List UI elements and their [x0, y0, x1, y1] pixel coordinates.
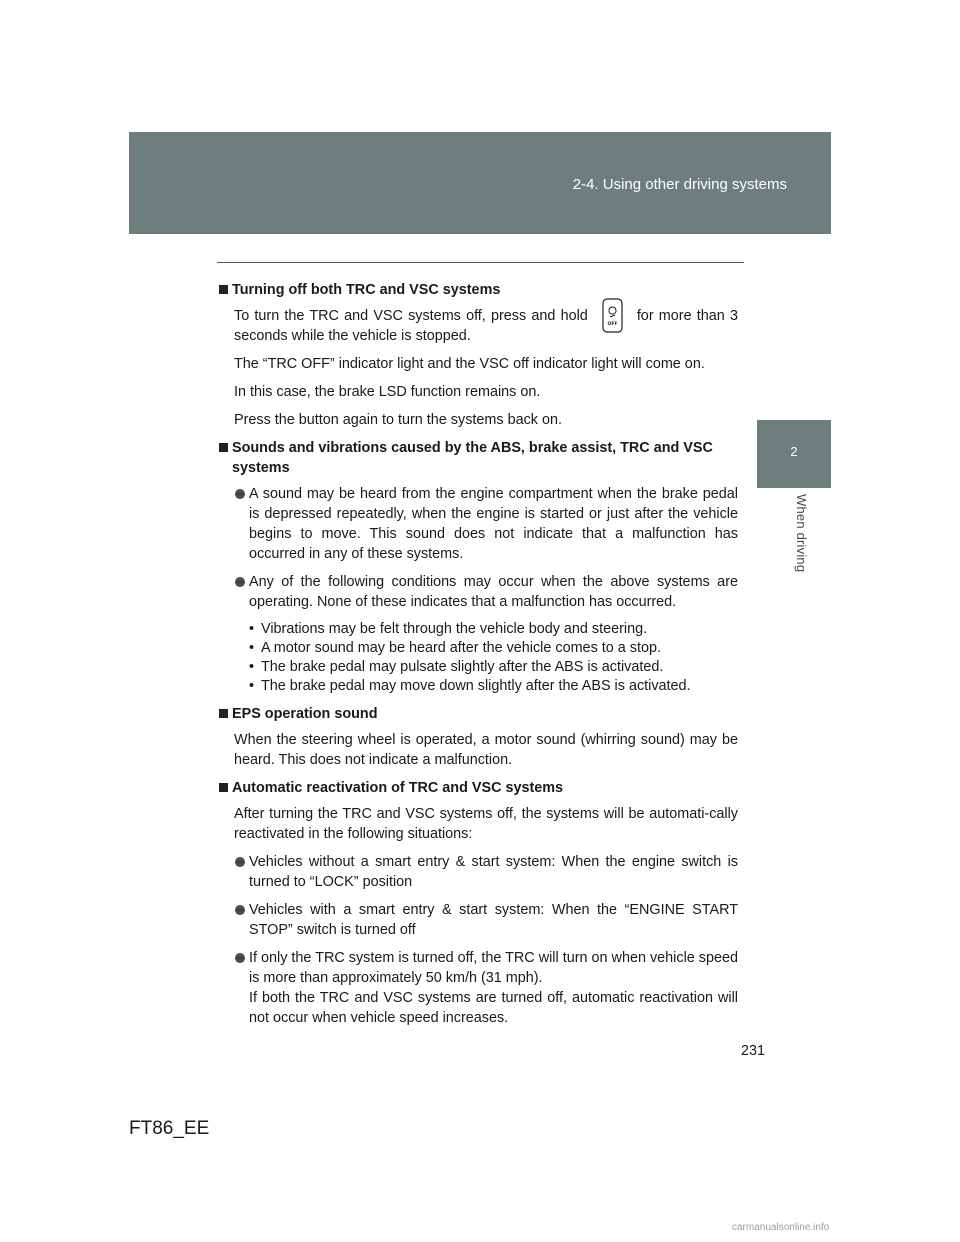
- heading-eps-sound: EPS operation sound: [218, 704, 738, 724]
- page-number: 231: [741, 1043, 766, 1059]
- list-item: • The brake pedal may pulsate slightly after the ABS is activated.: [249, 658, 738, 677]
- trc-only-text: If only the TRC system is turned off, the TRC will turn on when vehicle speed is more than approximately 50 km/h (31 mph).: [249, 950, 738, 986]
- list-item: • Vibrations may be felt through the vehicle body and steering.: [249, 620, 738, 639]
- chapter-label: When driving: [794, 494, 809, 573]
- paragraph-indicator: The “TRC OFF” indicator light and the VSC off indicator light will come on.: [234, 356, 705, 372]
- document-code: FT86_EE: [129, 1118, 210, 1139]
- both-off-text: If both the TRC and VSC systems are turned off, automatic reactivation will not occur when vehicle speed increases.: [249, 990, 738, 1026]
- chapter-tab: [757, 420, 831, 488]
- text-after-button: for more than 3 seconds while the vehicle is stopped.: [234, 308, 738, 344]
- list-item: • A motor sound may be heard after the vehicle comes to a stop.: [249, 639, 738, 658]
- heading-auto-reactivation: Automatic reactivation of TRC and VSC systems: [218, 778, 738, 798]
- paragraph-reactivation: After turning the TRC and VSC systems off, the systems will be automati-cally reactivated in the following situations:: [234, 806, 738, 842]
- conditions-list: [249, 620, 738, 696]
- paragraph-lsd: In this case, the brake LSD function remains on.: [234, 384, 541, 400]
- chapter-number: 2: [790, 444, 798, 459]
- paragraph-trc-vsc-off: [234, 306, 738, 346]
- paragraph-eps: When the steering wheel is operated, a motor sound (whirring sound) may be heard. This does not indicate a malfunction.: [234, 732, 738, 768]
- vsc-off-button-icon: [602, 298, 623, 333]
- bullet-conditions: Any of the following conditions may occur when the above systems are operating. None of these indicates that a malfunction has occurred.: [234, 572, 738, 612]
- heading-sounds-vibrations: Sounds and vibrations caused by the ABS, brake assist, TRC and VSC systems: [218, 438, 738, 478]
- text-before-button: To turn the TRC and VSC systems off, press and hold: [234, 308, 588, 324]
- watermark: carmanualsonline.info: [732, 1222, 830, 1233]
- heading-trc-vsc-off: Turning off both TRC and VSC systems: [218, 280, 738, 300]
- bullet-with-smart-entry: Vehicles with a smart entry & start system: When the “ENGINE START STOP” switch is turned off: [234, 900, 738, 940]
- list-item: • The brake pedal may move down slightly after the ABS is activated.: [249, 677, 738, 696]
- bullet-sound-engine: A sound may be heard from the engine compartment when the brake pedal is depressed repeatedly, when the engine is started or just after the vehicle begins to move. This sound does not indicate that a malfunction has occurred in any of these systems.: [234, 484, 738, 564]
- page-content: [218, 280, 738, 1036]
- header-band: [129, 132, 831, 234]
- button-off-text: OFF: [607, 321, 618, 327]
- bullet-without-smart-entry: Vehicles without a smart entry & start system: When the engine switch is turned to “LOCK” position: [234, 852, 738, 892]
- header-rule: [217, 262, 744, 263]
- section-title: 2-4. Using other driving systems: [572, 176, 787, 193]
- paragraph-press-again: Press the button again to turn the systems back on.: [234, 412, 562, 428]
- bullet-trc-only: [234, 948, 738, 1028]
